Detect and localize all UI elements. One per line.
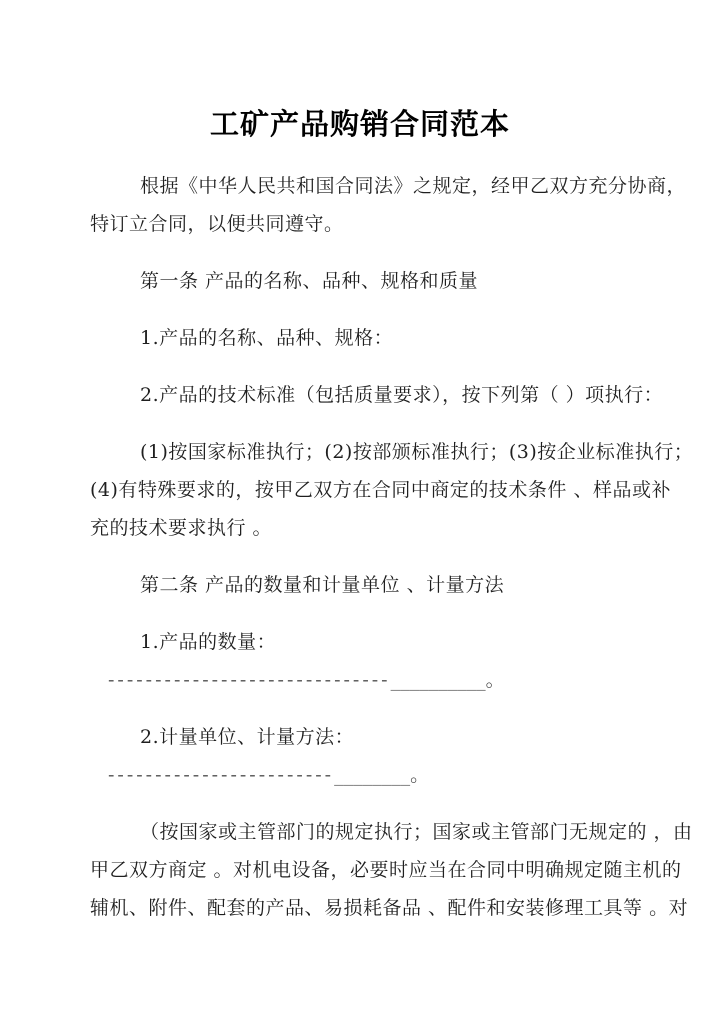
paragraph — [90, 262, 650, 300]
paragraph — [90, 566, 650, 604]
text-line: (4)有特殊要求的，按甲乙双方在合同中商定的技术条件 、样品或补 — [90, 479, 671, 501]
blank-dashed-segment: ------------------------ — [108, 764, 335, 786]
paragraph — [90, 623, 650, 699]
blank-dashed-segment: ------------------------------ — [108, 669, 391, 691]
paragraph — [90, 718, 650, 794]
fill-in-blank-line — [90, 661, 650, 699]
text-line: 1.产品的名称、品种、规格： — [140, 327, 394, 349]
blank-line-period: 。 — [485, 669, 505, 691]
text-line: 第二条 产品的数量和计量单位 、计量方法 — [140, 574, 505, 596]
text-line: （按国家或主管部门的规定执行；国家或主管部门无规定的 ，由 — [140, 821, 693, 843]
blank-line-period: 。 — [410, 764, 430, 786]
text-line: 根据《中华人民共和国合同法》之规定，经甲乙双方充分协商， — [140, 175, 687, 197]
text-line: 充的技术要求执行 。 — [90, 517, 273, 539]
paragraph — [90, 319, 650, 357]
fill-in-blank-line — [90, 756, 650, 794]
paragraph — [90, 376, 664, 414]
paragraph — [90, 813, 693, 927]
text-line: 1.产品的数量： — [140, 631, 277, 653]
paragraph — [90, 167, 687, 243]
blank-solid-segment: __________ — [390, 669, 486, 691]
document-title: 工矿产品购销合同范本 — [209, 107, 510, 141]
text-line: 甲乙双方商定 。对机电设备，必要时应当在合同中明确规定随主机的 — [90, 859, 682, 881]
text-line: 特订立合同，以便共同遵守。 — [90, 213, 344, 235]
blank-solid-segment: ________ — [334, 764, 411, 786]
text-line: 第一条 产品的名称、品种、规格和质量 — [140, 270, 479, 292]
text-line: 辅机、附件、配套的产品、易损耗备品 、配件和安装修理工具等 。对 — [90, 897, 689, 919]
text-line: 2.产品的技术标准（包括质量要求），按下列第（ ）项执行： — [140, 384, 664, 406]
document-body — [90, 167, 694, 927]
paragraph — [90, 433, 694, 547]
text-line: 2.计量单位、计量方法： — [140, 726, 355, 748]
text-line: (1)按国家标准执行；(2)按部颁标准执行；(3)按企业标准执行； — [140, 441, 694, 463]
